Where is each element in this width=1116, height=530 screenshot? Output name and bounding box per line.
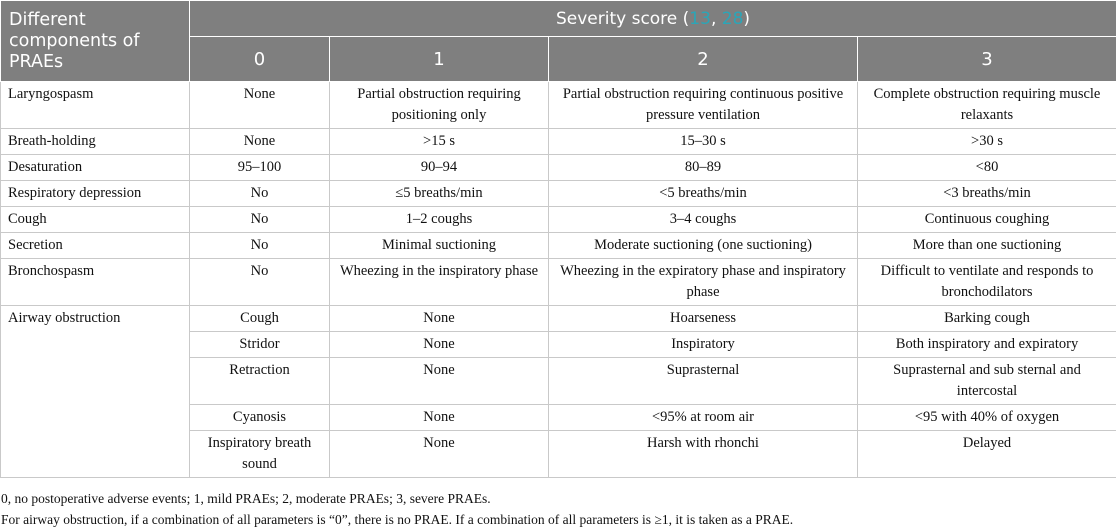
table-cell: Harsh with rhonchi: [549, 431, 858, 478]
table-row: [1, 207, 1116, 233]
table-cell: More than one suctioning: [858, 233, 1116, 259]
row-label: Respiratory depression: [1, 181, 190, 207]
table-cell: None: [330, 332, 549, 358]
table-cell: None: [330, 405, 549, 431]
table-cell: ≤5 breaths/min: [330, 181, 549, 207]
row-label: Airway obstruction: [1, 306, 190, 478]
table-row: [1, 233, 1116, 259]
table-cell: 90–94: [330, 155, 549, 181]
table-row: [1, 129, 1116, 155]
footnote-airway: For airway obstruction, if a combination of all parameters is “0”, there is no PRAE. If a combination of all parameters is ≥1, it is taken as a PRAE.: [1, 509, 1116, 530]
row-label: Laryngospasm: [1, 82, 190, 129]
row-label: Breath-holding: [1, 129, 190, 155]
table-cell: Complete obstruction requiring muscle relaxants: [858, 82, 1116, 129]
table-cell: None: [330, 358, 549, 405]
components-header: Different components of PRAEs: [1, 1, 190, 82]
table-cell: <80: [858, 155, 1116, 181]
table-row: [1, 181, 1116, 207]
table-cell: 80–89: [549, 155, 858, 181]
table-cell: 15–30 s: [549, 129, 858, 155]
table-cell: Suprasternal: [549, 358, 858, 405]
level-2-header: 2: [549, 37, 858, 82]
table-cell: Both inspiratory and expiratory: [858, 332, 1116, 358]
table-cell: No: [190, 259, 330, 306]
table-row: [1, 82, 1116, 129]
severity-score-header: [190, 1, 1116, 37]
row-label: Cough: [1, 207, 190, 233]
sub-row-label: Inspiratory breath sound: [190, 431, 330, 478]
table-cell: None: [190, 129, 330, 155]
row-label: Secretion: [1, 233, 190, 259]
table-cell: Partial obstruction requiring positioning only: [330, 82, 549, 129]
table-cell: Hoarseness: [549, 306, 858, 332]
table-cell: 1–2 coughs: [330, 207, 549, 233]
table-cell: Suprasternal and sub sternal and intercostal: [858, 358, 1116, 405]
reference-link-28[interactable]: 28: [722, 9, 744, 29]
severity-prefix: Severity score (: [556, 9, 689, 29]
table-footnotes: [1, 488, 1116, 530]
table-cell: Inspiratory: [549, 332, 858, 358]
level-3-header: 3: [858, 37, 1116, 82]
sub-row-label: Retraction: [190, 358, 330, 405]
row-label: Bronchospasm: [1, 259, 190, 306]
severity-suffix: ): [743, 9, 750, 29]
level-1-header: 1: [330, 37, 549, 82]
sub-row-label: Cough: [190, 306, 330, 332]
table-cell: Moderate suctioning (one suctioning): [549, 233, 858, 259]
table-cell: <95 with 40% of oxygen: [858, 405, 1116, 431]
table-cell: No: [190, 233, 330, 259]
sub-row-label: Stridor: [190, 332, 330, 358]
table-cell: <95% at room air: [549, 405, 858, 431]
table-row: [1, 306, 1116, 332]
table-cell: Partial obstruction requiring continuous positive pressure ventilation: [549, 82, 858, 129]
table-cell: Wheezing in the inspiratory phase: [330, 259, 549, 306]
table-cell: No: [190, 207, 330, 233]
row-label: Desaturation: [1, 155, 190, 181]
table-cell: Barking cough: [858, 306, 1116, 332]
table-cell: None: [190, 82, 330, 129]
level-0-header: 0: [190, 37, 330, 82]
table-cell: >30 s: [858, 129, 1116, 155]
table-cell: 3–4 coughs: [549, 207, 858, 233]
table-cell: Delayed: [858, 431, 1116, 478]
table-cell: Minimal suctioning: [330, 233, 549, 259]
sub-row-label: Cyanosis: [190, 405, 330, 431]
table-cell: Continuous coughing: [858, 207, 1116, 233]
table-row: [1, 259, 1116, 306]
table-row: [1, 155, 1116, 181]
table-cell: 95–100: [190, 155, 330, 181]
table-cell: Wheezing in the expiratory phase and inspiratory phase: [549, 259, 858, 306]
table-cell: No: [190, 181, 330, 207]
table-cell: None: [330, 431, 549, 478]
table-cell: >15 s: [330, 129, 549, 155]
reference-link-13[interactable]: 13: [689, 9, 711, 29]
table-cell: <5 breaths/min: [549, 181, 858, 207]
footnote-legend: 0, no postoperative adverse events; 1, mild PRAEs; 2, moderate PRAEs; 3, severe PRAEs.: [1, 488, 1116, 509]
table-cell: None: [330, 306, 549, 332]
table-cell: <3 breaths/min: [858, 181, 1116, 207]
reference-separator: ,: [711, 9, 722, 29]
table-cell: Difficult to ventilate and responds to bronchodilators: [858, 259, 1116, 306]
